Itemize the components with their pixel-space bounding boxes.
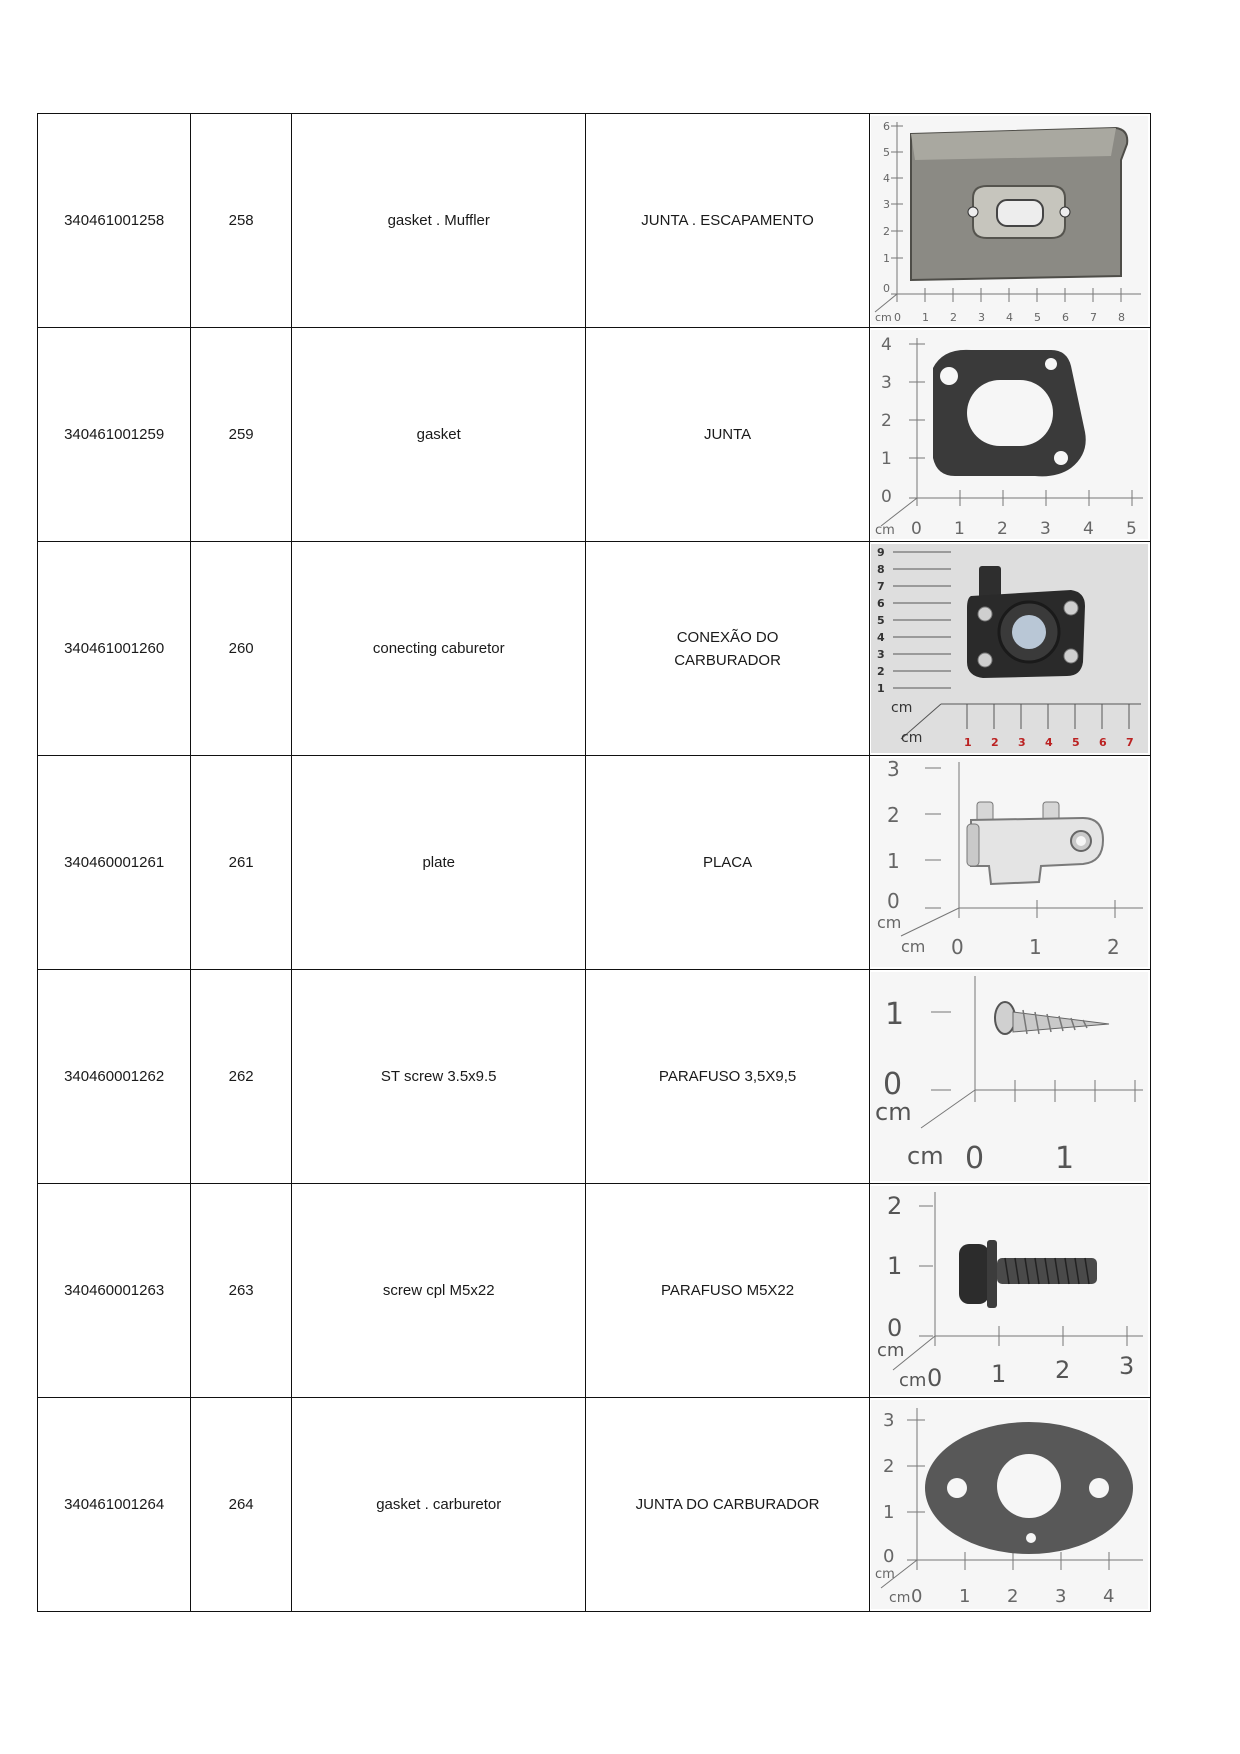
table-row bbox=[38, 114, 1151, 328]
scale-y-label: 3 bbox=[883, 1410, 895, 1431]
description-pt-text: PARAFUSO M5X22 bbox=[661, 1282, 795, 1299]
scale-y-label: 2 bbox=[887, 803, 901, 827]
scale-x-label: 0 bbox=[951, 935, 965, 959]
scale-x-label: 7 bbox=[1126, 736, 1134, 749]
scale-x-label: 0 bbox=[894, 311, 902, 324]
description-pt-text: JUNTA . ESCAPAMENTO bbox=[641, 212, 814, 229]
scale-y-label: 2 bbox=[881, 411, 893, 431]
description-en bbox=[292, 756, 586, 970]
part-code: 340460001262 bbox=[38, 970, 191, 1184]
scale-unit-label: cm bbox=[875, 1567, 896, 1582]
scale-y-label: 0 bbox=[883, 1067, 903, 1102]
scale-unit-label: cm bbox=[907, 1142, 944, 1170]
scale-x-label: 2 bbox=[1055, 1356, 1071, 1384]
scale-x-label: 3 bbox=[1018, 736, 1026, 749]
scale-unit-label: cm bbox=[891, 700, 913, 716]
part-image-cell bbox=[869, 328, 1150, 542]
carburetor-connector-photo bbox=[871, 544, 1148, 753]
description-pt-text: JUNTA DO CARBURADOR bbox=[635, 1496, 820, 1513]
reference-number: 264 bbox=[191, 1398, 292, 1612]
reference-number: 263 bbox=[191, 1184, 292, 1398]
scale-x-label: 0 bbox=[911, 519, 923, 539]
scale-x-label: 2 bbox=[950, 311, 958, 324]
scale-x-label: 2 bbox=[1107, 935, 1121, 959]
scale-y-label: 2 bbox=[887, 1192, 903, 1220]
description-en-text: plate bbox=[422, 854, 455, 871]
description-pt bbox=[586, 756, 869, 970]
part-image-cell bbox=[869, 970, 1150, 1184]
scale-unit-label: cm bbox=[875, 1098, 912, 1126]
scale-x-label: 4 bbox=[1045, 736, 1053, 749]
scale-x-label: 5 bbox=[1072, 736, 1080, 749]
parts-table bbox=[37, 113, 1151, 1612]
description-en bbox=[292, 1184, 586, 1398]
scale-y-label: 6 bbox=[883, 120, 891, 133]
table-row bbox=[38, 542, 1151, 756]
description-en-text: gasket . carburetor bbox=[376, 1496, 502, 1513]
scale-x-label: 1 bbox=[991, 1360, 1007, 1388]
description-en-text: conecting caburetor bbox=[372, 640, 505, 657]
reference-number: 260 bbox=[191, 542, 292, 756]
part-code: 340460001261 bbox=[38, 756, 191, 970]
scale-y-label: 7 bbox=[877, 580, 885, 593]
scale-x-label: 4 bbox=[1083, 519, 1095, 539]
reference-number: 259 bbox=[191, 328, 292, 542]
table-row bbox=[38, 756, 1151, 970]
description-pt bbox=[586, 114, 869, 328]
part-image-cell bbox=[869, 114, 1150, 328]
carburetor-gasket-photo bbox=[871, 1400, 1148, 1609]
description-pt bbox=[586, 542, 869, 756]
scale-y-label: 8 bbox=[877, 563, 885, 576]
scale-x-label: 1 bbox=[954, 519, 966, 539]
part-code: 340461001259 bbox=[38, 328, 191, 542]
scale-x-label: 2 bbox=[997, 519, 1009, 539]
scale-x-label: 0 bbox=[911, 1586, 923, 1607]
scale-x-label: 0 bbox=[965, 1141, 985, 1176]
machine-screw-photo bbox=[871, 1186, 1148, 1395]
description-pt-text: JUNTA bbox=[703, 426, 752, 443]
scale-unit-label: cm bbox=[875, 311, 893, 324]
scale-y-label: 0 bbox=[883, 282, 891, 295]
part-code: 340461001264 bbox=[38, 1398, 191, 1612]
description-en-text: gasket bbox=[416, 426, 461, 443]
scale-y-label: 4 bbox=[881, 335, 893, 355]
scale-x-label: 2 bbox=[991, 736, 999, 749]
scale-y-label: 3 bbox=[887, 758, 901, 781]
self-tapping-screw-photo bbox=[871, 972, 1148, 1181]
scale-x-label: 3 bbox=[1040, 519, 1052, 539]
scale-unit-label: cm bbox=[875, 523, 896, 538]
scale-x-label: 4 bbox=[1006, 311, 1014, 324]
scale-y-label: 1 bbox=[883, 1502, 895, 1523]
scale-x-label: 3 bbox=[978, 311, 986, 324]
description-en bbox=[292, 1398, 586, 1612]
scale-y-label: 6 bbox=[877, 597, 885, 610]
scale-y-label: 1 bbox=[885, 997, 905, 1032]
part-image-cell bbox=[869, 1184, 1150, 1398]
scale-x-label: 6 bbox=[1062, 311, 1070, 324]
description-pt-text: CONEXÃO DO CARBURADOR bbox=[674, 628, 781, 669]
scale-unit-label: cm bbox=[899, 1370, 927, 1391]
scale-x-label: 5 bbox=[1034, 311, 1042, 324]
description-pt-text: PARAFUSO 3,5X9,5 bbox=[658, 1068, 797, 1085]
description-pt-text: PLACA bbox=[702, 854, 753, 871]
scale-y-label: 0 bbox=[881, 487, 893, 507]
scale-y-label: 9 bbox=[877, 546, 885, 559]
table-row bbox=[38, 328, 1151, 542]
description-en bbox=[292, 970, 586, 1184]
description-en-text: screw cpl M5x22 bbox=[382, 1282, 495, 1299]
scale-y-label: 1 bbox=[887, 1252, 903, 1280]
scale-x-label: 7 bbox=[1090, 311, 1098, 324]
scale-unit-label: cm bbox=[877, 913, 902, 932]
scale-y-label: 2 bbox=[877, 665, 885, 678]
scale-y-label: 3 bbox=[881, 373, 893, 393]
reference-number: 261 bbox=[191, 756, 292, 970]
reference-number: 258 bbox=[191, 114, 292, 328]
scale-y-label: 2 bbox=[883, 225, 891, 238]
scale-y-label: 0 bbox=[883, 1546, 895, 1567]
part-code: 340461001260 bbox=[38, 542, 191, 756]
reference-number: 262 bbox=[191, 970, 292, 1184]
scale-x-label: 0 bbox=[927, 1364, 943, 1392]
description-en bbox=[292, 542, 586, 756]
table-row bbox=[38, 1398, 1151, 1612]
scale-unit-label: cm bbox=[901, 937, 926, 956]
gasket-photo bbox=[871, 330, 1148, 539]
description-en bbox=[292, 114, 586, 328]
table-row bbox=[38, 970, 1151, 1184]
scale-x-label: 6 bbox=[1099, 736, 1107, 749]
description-pt bbox=[586, 328, 869, 542]
description-en-text: ST screw 3.5x9.5 bbox=[380, 1068, 497, 1085]
scale-y-label: 1 bbox=[887, 849, 901, 873]
scale-x-label: 1 bbox=[1029, 935, 1043, 959]
scale-y-label: 0 bbox=[887, 889, 901, 913]
part-code: 340460001263 bbox=[38, 1184, 191, 1398]
scale-unit-label: cm bbox=[901, 730, 923, 746]
scale-y-label: 3 bbox=[877, 648, 885, 661]
scale-unit-label: cm bbox=[889, 1590, 911, 1606]
description-pt bbox=[586, 1184, 869, 1398]
scale-x-label: 5 bbox=[1126, 519, 1138, 539]
scale-y-label: 1 bbox=[881, 449, 893, 469]
description-pt bbox=[586, 970, 869, 1184]
description-pt bbox=[586, 1398, 869, 1612]
scale-y-label: 0 bbox=[887, 1314, 903, 1342]
part-image-cell bbox=[869, 756, 1150, 970]
scale-y-label: 5 bbox=[883, 146, 891, 159]
scale-unit-label: cm bbox=[877, 1340, 905, 1361]
scale-x-label: 3 bbox=[1055, 1586, 1067, 1607]
description-en-text: gasket . Muffler bbox=[387, 212, 490, 229]
scale-y-label: 5 bbox=[877, 614, 885, 627]
table-row bbox=[38, 1184, 1151, 1398]
plate-photo bbox=[871, 758, 1148, 967]
part-image-cell bbox=[869, 542, 1150, 756]
scale-x-label: 1 bbox=[922, 311, 930, 324]
scale-x-label: 3 bbox=[1119, 1352, 1135, 1380]
scale-x-label: 1 bbox=[964, 736, 972, 749]
description-en bbox=[292, 328, 586, 542]
scale-x-label: 8 bbox=[1118, 311, 1126, 324]
part-code: 340461001258 bbox=[38, 114, 191, 328]
scale-y-label: 4 bbox=[877, 631, 885, 644]
scale-y-label: 4 bbox=[883, 172, 891, 185]
scale-x-label: 2 bbox=[1007, 1586, 1019, 1607]
scale-y-label: 2 bbox=[883, 1456, 895, 1477]
part-image-cell bbox=[869, 1398, 1150, 1612]
scale-y-label: 1 bbox=[883, 252, 891, 265]
muffler-gasket-photo bbox=[871, 116, 1148, 325]
scale-y-label: 3 bbox=[883, 198, 891, 211]
scale-y-label: 1 bbox=[877, 682, 885, 695]
scale-x-label: 4 bbox=[1103, 1586, 1115, 1607]
scale-x-label: 1 bbox=[1055, 1141, 1075, 1176]
scale-x-label: 1 bbox=[959, 1586, 971, 1607]
